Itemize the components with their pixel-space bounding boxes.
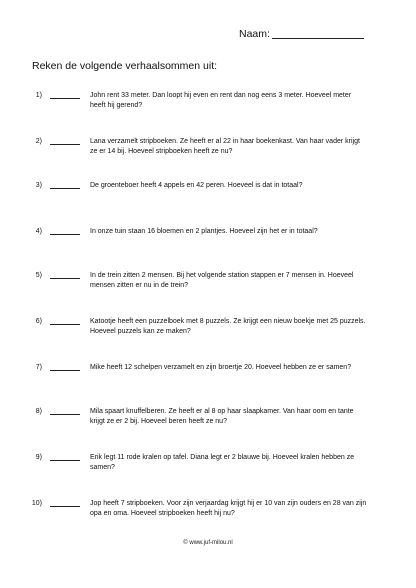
answer-field[interactable] xyxy=(50,188,80,189)
answer-field[interactable] xyxy=(50,144,80,145)
question-text: De groenteboer heeft 4 appels en 42 peren. Hoeveel is dat in totaal? xyxy=(90,182,303,189)
question-text: Lana verzamelt stripboeken. Ze heeft er al 22 in haar boekenkast. Van haar vader krijgt ze er 14 bij. Hoeveel stripboeken heeft ze nu? xyxy=(90,138,360,155)
question-number: 8) xyxy=(35,408,42,415)
page-title: Reken de volgende verhaalsommen uit: xyxy=(32,60,218,72)
answer-field[interactable] xyxy=(50,324,80,325)
answer-field[interactable] xyxy=(50,414,80,415)
naam-field[interactable] xyxy=(272,38,364,39)
answer-field[interactable] xyxy=(50,370,80,371)
question-text: Erik legt 11 rode kralen op tafel. Diana legt er 2 blauwe bij. Hoeveel kralen hebben ze samen? xyxy=(90,454,355,471)
question-number: 4) xyxy=(35,228,42,235)
question-number: 7) xyxy=(35,364,42,371)
question-text: Mike heeft 12 schelpen verzamelt en zijn broertje 20. Hoeveel hebben ze er samen? xyxy=(90,364,352,371)
question-text: Mila spaart knuffelberen. Ze heeft er al 8 op haar slaapkamer. Van haar oom en tante krijgt ze er 2 bij. Hoeveel beren heeft ze nu? xyxy=(90,408,354,425)
question-number: 1) xyxy=(35,92,42,99)
question-text: Jop heeft 7 stripboeken. Voor zijn verjaardag krijgt hij er 10 van zijn ouders en 28 van zijn opa en oma. Hoeveel stripboeken heeft hij nu? xyxy=(90,500,367,517)
question-number: 3) xyxy=(35,182,42,189)
answer-field[interactable] xyxy=(50,234,80,235)
answer-field[interactable] xyxy=(50,506,80,507)
naam-label: Naam: xyxy=(239,28,270,40)
question-number: 6) xyxy=(35,318,42,325)
question-number: 9) xyxy=(35,454,42,461)
question-number: 2) xyxy=(35,138,42,145)
question-number: 10) xyxy=(31,500,42,507)
question-text: In onze tuin staan 16 bloemen en 2 plantjes. Hoeveel zijn het er in totaal? xyxy=(90,228,318,235)
question-number: 5) xyxy=(35,272,42,279)
question-text: John rent 33 meter. Dan loopt hij even en rent dan nog eens 3 meter. Hoeveel meter heeft hij gerend? xyxy=(90,92,352,109)
answer-field[interactable] xyxy=(50,460,80,461)
footer-credit: © www.juf-milou.nl xyxy=(183,540,233,546)
answer-field[interactable] xyxy=(50,278,80,279)
question-text: Katootje heeft een puzzelboek met 8 puzzels. Ze krijgt een nieuw boekje met 25 puzzels. Hoeveel puzzels kan ze maken? xyxy=(90,318,366,335)
question-text: In de trein zitten 2 mensen. Bij het volgende station stappen er 7 mensen in. Hoeveel mensen zitten er nu in de trein? xyxy=(90,272,354,289)
answer-field[interactable] xyxy=(50,98,80,99)
